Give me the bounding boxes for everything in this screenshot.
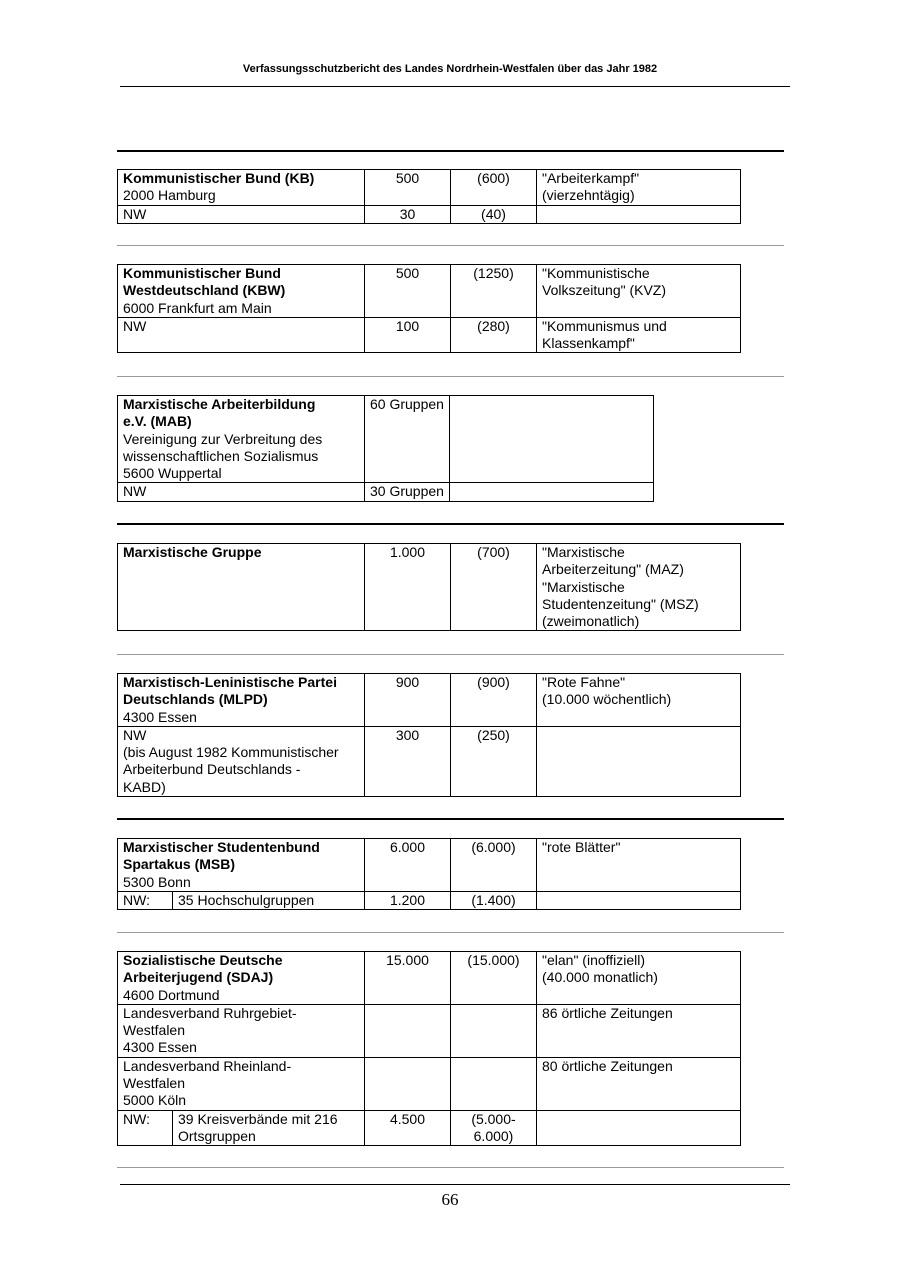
section-rule [117, 150, 784, 152]
org-name: Westdeutschland (KBW) [123, 282, 286, 299]
empty-cell [451, 1004, 537, 1057]
org-address: 5300 Bonn [123, 873, 191, 890]
table-row [118, 170, 741, 206]
org-cell [118, 265, 365, 318]
publication-line: "Marxistische [542, 544, 625, 560]
nw-label: NW: [118, 891, 173, 909]
table-row [118, 317, 741, 353]
page-number: 66 [441, 1190, 459, 1209]
publication-line: Klassenkampf" [542, 335, 635, 352]
regional-cell [118, 1057, 365, 1110]
nw-label: NW [118, 317, 365, 353]
org-name: Sozialistische Deutsche [123, 952, 283, 968]
org-name: Kommunistischer Bund [123, 265, 281, 281]
table-row [118, 396, 654, 483]
publication-line: Volkszeitung" (KVZ) [542, 282, 667, 299]
publication-cell [537, 170, 741, 206]
org-address: 5600 Wuppertal [123, 465, 222, 482]
org-table-mab [117, 395, 654, 502]
org-name: Marxistisch-Leninistische Partei [123, 674, 337, 690]
page-header-title: Verfassungsschutzbericht des Landes Nordrhein-Westfalen über das Jahr 1982 [242, 63, 658, 75]
members-cell: 900 [365, 674, 451, 727]
table-row [118, 674, 741, 727]
nw-note: Arbeiterbund Deutschlands - [123, 761, 301, 778]
publication-line: Studentenzeitung" (MSZ) [542, 595, 699, 612]
org-address: 2000 Hamburg [123, 187, 216, 204]
regional-cell [118, 1004, 365, 1057]
footer-rule [120, 1184, 790, 1185]
org-name: Deutschlands (MLPD) [123, 691, 268, 708]
publication-line: (vierzehntägig) [542, 187, 635, 204]
header-rule [120, 86, 790, 87]
empty-cell [537, 205, 741, 223]
publication-line: "Kommunistische [542, 265, 650, 281]
org-cell [118, 674, 365, 727]
nw-label: NW [118, 205, 365, 223]
nw-detail [173, 1110, 365, 1146]
empty-cell [365, 1057, 451, 1110]
publication-line: "Rote Fahne" [542, 674, 626, 690]
table-row [118, 483, 654, 501]
publication-line: "Arbeiterkampf" [542, 170, 640, 186]
nw-note: (bis August 1982 Kommunistischer [123, 744, 339, 761]
empty-cell [449, 483, 653, 501]
nw-label: NW [118, 483, 365, 501]
nw-prev-cell: (1.400) [451, 891, 537, 909]
nw-members-cell: 4.500 [365, 1110, 451, 1146]
nw-members-cell: 1.200 [365, 891, 451, 909]
nw-cell [118, 726, 365, 796]
regional-publication: 80 örtliche Zeitungen [537, 1057, 741, 1110]
table-row [118, 1110, 741, 1146]
org-description: wissenschaftlichen Sozialismus [123, 447, 319, 464]
members-cell: 15.000 [365, 952, 451, 1005]
nw-groups-cell: 30 Gruppen [365, 483, 450, 501]
org-table-mlpd [117, 673, 741, 797]
separator-rule [117, 245, 784, 246]
nw-label: NW [123, 726, 147, 743]
org-name: Marxistische Arbeiterbildung [123, 396, 316, 412]
publication-cell [537, 544, 741, 631]
empty-cell [537, 891, 741, 909]
table-row [118, 839, 741, 892]
publication-line: Arbeiterzeitung" (MAZ) [542, 561, 684, 578]
nw-label: NW: [118, 1110, 173, 1146]
org-name: Arbeiterjugend (SDAJ) [123, 969, 274, 986]
section-rule [117, 523, 784, 525]
table-row [118, 726, 741, 796]
regional-address: 4300 Essen [123, 1039, 197, 1056]
prev-members-cell: (600) [451, 170, 537, 206]
members-cell: 500 [365, 170, 451, 206]
empty-cell [365, 1004, 451, 1057]
members-cell: 500 [365, 265, 451, 318]
org-table-mg [117, 543, 741, 631]
empty-cell [537, 1110, 741, 1146]
nw-prev-line: (5.000- [471, 1110, 516, 1127]
publication-cell [537, 952, 741, 1005]
regional-name: Westfalen [123, 1022, 185, 1039]
nw-publication-cell [537, 317, 741, 353]
nw-members-cell: 100 [365, 317, 451, 353]
prev-members-cell: (1250) [451, 265, 537, 318]
org-cell [118, 544, 365, 631]
table-row [118, 205, 741, 223]
prev-members-cell: (700) [451, 544, 537, 631]
nw-prev-cell: (40) [451, 205, 537, 223]
table-row [118, 1057, 741, 1110]
publication-cell [537, 674, 741, 727]
publication-line: "Marxistische [542, 578, 625, 595]
table-row [118, 891, 741, 909]
nw-members-cell: 30 [365, 205, 451, 223]
org-table-kbw [117, 264, 741, 353]
org-cell [118, 170, 365, 206]
org-table-kb [117, 169, 741, 224]
nw-note: KABD) [123, 778, 166, 795]
publication-line: (40.000 monatlich) [542, 969, 658, 986]
org-cell [118, 839, 365, 892]
regional-name: Landesverband Ruhrgebiet- [123, 1004, 297, 1021]
separator-rule [117, 932, 784, 933]
empty-cell [449, 396, 653, 483]
publication-cell: "rote Blätter" [537, 839, 741, 892]
org-cell [118, 952, 365, 1005]
nw-members-cell: 300 [365, 726, 451, 796]
table-row [118, 265, 741, 318]
org-name: Spartakus (MSB) [123, 856, 236, 873]
nw-detail-line: Ortsgruppen [178, 1127, 256, 1144]
org-description: Vereinigung zur Verbreitung des [123, 430, 323, 447]
regional-publication: 86 örtliche Zeitungen [537, 1004, 741, 1057]
org-address: 4600 Dortmund [123, 986, 220, 1003]
org-address: 4300 Essen [123, 708, 197, 725]
groups-cell: 60 Gruppen [365, 396, 450, 483]
members-cell: 6.000 [365, 839, 451, 892]
nw-prev-cell [451, 1110, 537, 1146]
org-address: 6000 Frankfurt am Main [123, 299, 272, 316]
separator-rule [117, 654, 784, 655]
nw-prev-line: 6.000) [473, 1127, 514, 1144]
org-name: Kommunistischer Bund (KB) [123, 170, 315, 186]
nw-detail-line: 39 Kreisverbände mit 216 [178, 1110, 338, 1127]
table-row [118, 952, 741, 1005]
empty-cell [537, 726, 741, 796]
org-name: e.V. (MAB) [123, 413, 192, 430]
separator-rule [117, 376, 784, 377]
separator-rule [117, 1167, 784, 1168]
prev-members-cell: (900) [451, 674, 537, 727]
publication-line: "Kommunismus und [542, 317, 667, 334]
members-cell: 1.000 [365, 544, 451, 631]
nw-prev-cell: (250) [451, 726, 537, 796]
publication-line: (10.000 wöchentlich) [542, 691, 672, 708]
publication-line: (zweimonatlich) [542, 613, 640, 630]
org-name: Marxistischer Studentenbund [123, 839, 320, 855]
org-table-sdaj [117, 951, 741, 1146]
table-row [118, 544, 741, 631]
nw-prev-cell: (280) [451, 317, 537, 353]
org-table-msb [117, 838, 741, 910]
prev-members-cell: (6.000) [451, 839, 537, 892]
org-name: Marxistische Gruppe [123, 544, 262, 560]
regional-address: 5000 Köln [123, 1092, 187, 1109]
publication-line: "elan" (inoffiziell) [542, 952, 646, 968]
nw-detail: 35 Hochschulgruppen [173, 891, 365, 909]
section-rule [117, 818, 784, 820]
table-row [118, 1004, 741, 1057]
prev-members-cell: (15.000) [451, 952, 537, 1005]
org-cell [118, 396, 365, 483]
empty-cell [451, 1057, 537, 1110]
regional-name: Westfalen [123, 1075, 185, 1092]
publication-cell [537, 265, 741, 318]
regional-name: Landesverband Rheinland- [123, 1057, 292, 1074]
